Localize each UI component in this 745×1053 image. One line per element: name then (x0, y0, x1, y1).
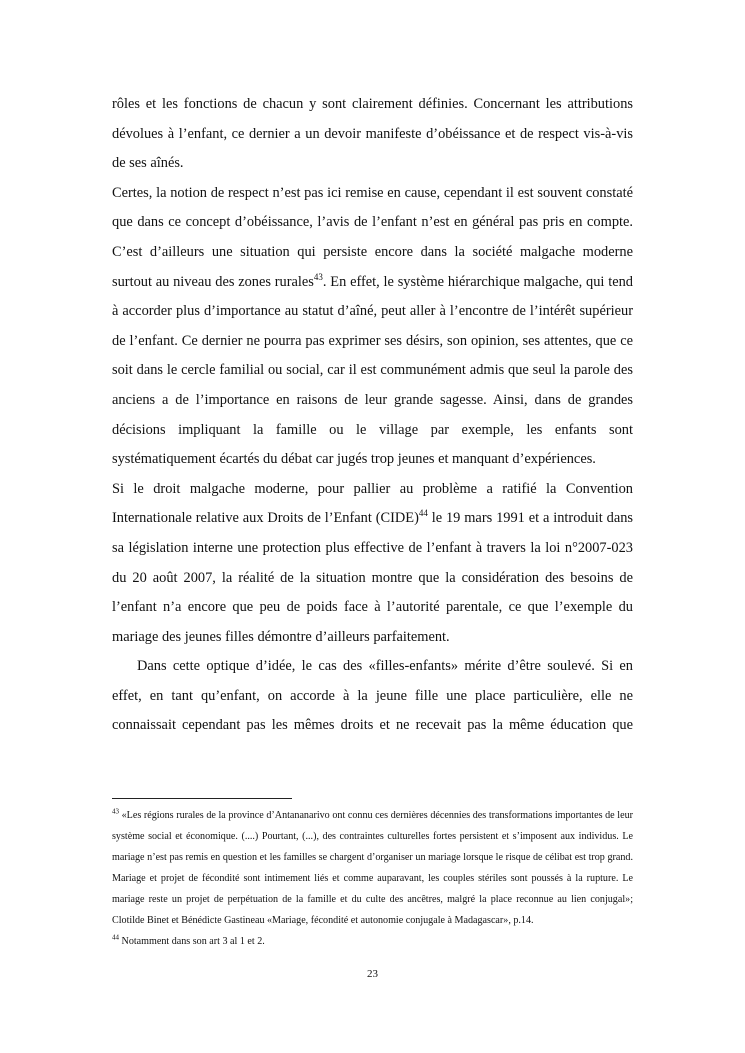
footnote-number-43: 43 (112, 807, 119, 816)
paragraph-2-text-b: . En effet, le système hiérarchique malgache, qui tend à accorder plus d’importance au statut d’aîné, peut aller à l’encontre de l’intérêt supérieur de l’enfant. Ce dernier ne pourra pas exprimer ses désirs, son opinion, ses attentes, que ce soit dans le cercle familial ou social, car il est communément admis que seul la parole des anciens a de l’importance en raisons de leur grande sagesse. Ainsi, dans de grandes décisions impliquant la famille ou le village par exemple, les enfants sont systématiquement écartés du débat car jugés trop jeunes et manquant d’expériences. (112, 273, 633, 468)
main-text (112, 90, 633, 741)
footnote-43 (112, 805, 633, 931)
paragraph-2-text-a: Certes, la notion de respect n’est pas ici remise en cause, cependant il est souvent constaté que dans ce concept d’obéissance, l’avis de l’enfant n’est en général pas pris en compte. C’est d’ailleurs une situation qui persiste encore dans la société malgache moderne surtout au niveau des zones rurales (112, 184, 633, 290)
paragraph-2 (112, 179, 633, 475)
paragraph-4 (112, 652, 633, 741)
footnote-ref-44[interactable]: 44 (418, 508, 428, 519)
paragraph-1-text: rôles et les fonctions de chacun y sont clairement définies. Concernant les attributions dévolues à l’enfant, ce dernier a un devoir manifeste d’obéissance et de respect vis-à-vis de ses aînés. (112, 96, 633, 172)
paragraph-3-text-b: le 19 mars 1991 et a introduit dans sa législation interne une protection plus effective de l’enfant à travers la loi n°2007-023 du 20 août 2007, la réalité de la situation montre que la considération des besoins de l’enfant n’a encore que peu de poids face à l’autorité parentale, ce que l’exemple du mariage des jeunes filles démontre d’ailleurs parfaitement. (112, 510, 634, 645)
footnote-ref-43[interactable]: 43 (313, 271, 323, 282)
paragraph-1 (112, 90, 633, 179)
paragraph-3 (112, 475, 633, 653)
page-number: 23 (367, 968, 378, 980)
footnote-44-text: Notamment dans son art 3 al 1 et 2. (119, 936, 265, 947)
footnote-44 (112, 931, 633, 952)
footnote-separator (112, 798, 292, 799)
footnotes (112, 805, 633, 952)
paragraph-3-text-a: Si le droit malgache moderne, pour pallier au problème a ratifié la Convention Internationale relative aux Droits de l’Enfant (CIDE) (112, 480, 633, 527)
footnote-number-44: 44 (112, 933, 119, 942)
footnote-43-text: «Les régions rurales de la province d’Antananarivo ont connu ces dernières décennies des transformations importantes de leur système social et économique. (....) Pourtant, (...), des contraintes culturelles fortes persistent et s’imposent aux individus. Le mariage n’est pas remis en question et les familles se chargent d’organiser un mariage lorsque le risque de célibat est trop grand. Mariage et projet de fécondité sont intimement liés et comme auparavant, les couples stériles sont poussés à la rupture. Le mariage reste un projet de perpétuation de la famille et du culte des ancêtres, malgré la place reconnue au lien conjugal»; Clotilde Binet et Bénédicte Gastineau «Mariage, fécondité et autonomie conjugale à Madagascar», p.14. (112, 810, 633, 926)
paragraph-4-text: Dans cette optique d’idée, le cas des «filles-enfants» mérite d’être soulevé. Si en effet, en tant qu’enfant, on accorde à la jeune fille une place particulière, elle ne connaissait cependant pas les mêmes droits et ne recevait pas la même éducation que (112, 658, 633, 734)
